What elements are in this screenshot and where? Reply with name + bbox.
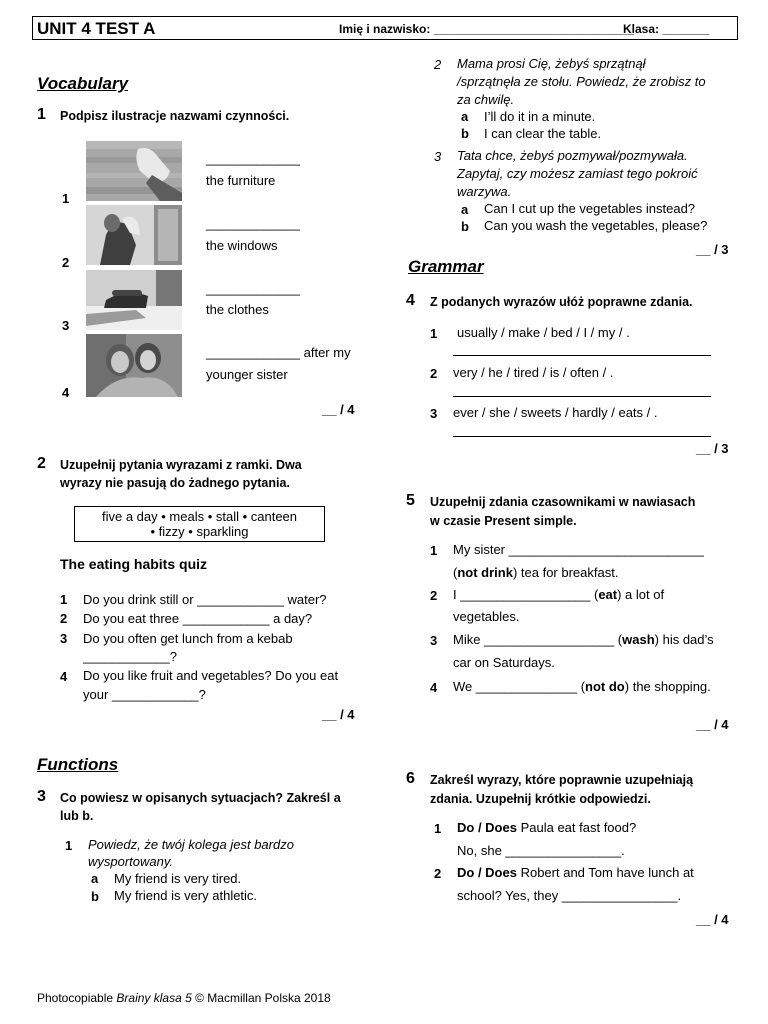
quiz-q1-number: 1 [60, 592, 68, 607]
exercise-3-number: 3 [37, 788, 46, 805]
word-box-line2: • fizzy • sparkling [150, 524, 249, 539]
ex5-item-4-line [453, 678, 711, 696]
situation-2-b-label[interactable]: b [461, 126, 469, 141]
ex6-item-2-line2[interactable]: school? Yes, they ________________. [457, 888, 682, 903]
exercise-5-number: 5 [406, 492, 415, 509]
situation-2-line2: /sprzątnęła ze stołu. Powiedz, że zrobisz to [457, 74, 706, 89]
quiz-q1[interactable]: Do you drink still or ____________ water? [83, 592, 327, 607]
ex6-item-1-line [457, 819, 636, 837]
ex5-item-3-start[interactable]: Mike __________________ ( [453, 632, 623, 647]
exercise-2-score: __ / 4 [322, 707, 355, 722]
ex6-item-1-number: 1 [434, 821, 442, 836]
ex5-item-4-start[interactable]: We ______________ ( [453, 679, 586, 694]
looking-after-sister-photo [86, 334, 182, 397]
situation-3-b-label[interactable]: b [461, 219, 469, 234]
ex6-item-1-line2[interactable]: No, she ________________. [457, 843, 625, 858]
situation-2-option-b[interactable]: I can clear the table. [484, 126, 602, 141]
exercise-3-instruction-line1: Co powiesz w opisanych sytuacjach? Zakreśl a [60, 791, 341, 805]
vocabulary-section-title: Vocabulary [37, 74, 129, 93]
exercise-1-number: 1 [37, 106, 46, 123]
ex6-item-1-rest: Paula eat fast food? [516, 820, 637, 835]
situation-3-line1: Tata chce, żebyś pozmywał/pozmywała. [457, 148, 688, 163]
ex5-item-2-rest: ) a lot of [617, 587, 665, 602]
ex4-item-3-answer-line[interactable] [453, 436, 711, 437]
quiz-q4-number: 4 [60, 669, 68, 684]
vocab-item-4-blank[interactable]: _____________ [206, 345, 300, 360]
quiz-q3-line2[interactable]: ____________? [83, 649, 177, 664]
ex4-item-1-number: 1 [430, 326, 438, 341]
exercise-6-instruction-line1: Zakreśl wyrazy, które poprawnie uzupełniają [430, 773, 694, 787]
exercise-1-instruction: Podpisz ilustracje nazwami czynności. [60, 109, 290, 123]
ex5-item-2-start[interactable]: I __________________ ( [453, 587, 599, 602]
exercise-5-score: __ / 4 [696, 717, 729, 732]
ex5-item-4-verb: not do [585, 679, 625, 694]
vocab-item-1-number: 1 [62, 191, 70, 206]
ex4-item-3-words: ever / she / sweets / hardly / eats / . [453, 405, 658, 420]
ex5-item-3-line [453, 631, 714, 649]
situation-1-option-a[interactable]: My friend is very tired. [114, 871, 242, 886]
ex5-item-4-number: 4 [430, 680, 438, 695]
quiz-q3-line1: Do you often get lunch from a kebab [83, 631, 293, 646]
ex5-item-3-line2: car on Saturdays. [453, 655, 555, 670]
ex4-item-3-number: 3 [430, 406, 438, 421]
ex5-item-2-line [453, 586, 664, 604]
exercise-6-instruction-line2: zdania. Uzupełnij krótkie odpowiedzi. [430, 792, 651, 806]
vocab-item-3-blank[interactable]: _____________ [206, 281, 300, 296]
situation-1-b-label[interactable]: b [91, 889, 99, 904]
situation-2-line3: za chwilę. [457, 92, 515, 107]
situation-1-line2: wysportowany. [88, 854, 174, 869]
footer [37, 991, 331, 1005]
situation-3-option-b[interactable]: Can you wash the vegetables, please? [484, 218, 708, 233]
ex6-item-2-line [457, 864, 694, 882]
exercise-5-instruction-line1: Uzupełnij zdania czasownikami w nawiasach [430, 495, 696, 509]
ex5-item-1-start[interactable]: My sister ___________________________ [453, 542, 704, 557]
footer-book: Brainy klasa 5 [116, 991, 192, 1005]
ex4-item-2-answer-line[interactable] [453, 396, 711, 397]
exercise-3-instruction-line2: lub b. [60, 809, 94, 823]
exercise-2-number: 2 [37, 455, 46, 472]
ex5-item-1-verb: not drink [457, 565, 513, 580]
vocab-item-3-number: 3 [62, 318, 70, 333]
situation-3-a-label[interactable]: a [461, 202, 469, 217]
ex6-item-2-choice[interactable]: Do / Does [457, 865, 517, 880]
quiz-q2-number: 2 [60, 611, 68, 626]
footer-prefix: Photocopiable [37, 991, 117, 1005]
exercise-5-instruction-line2: w czasie Present simple. [430, 514, 577, 528]
ex5-item-4-rest: ) the shopping. [624, 679, 711, 694]
ex5-item-2-number: 2 [430, 588, 438, 603]
situation-3-number: 3 [434, 149, 442, 164]
name-field-label[interactable]: Imię i nazwisko: ______________________________ [339, 22, 634, 36]
dusting-furniture-photo [86, 141, 182, 201]
ex5-item-3-rest: ) his dad’s [654, 632, 714, 647]
word-box [74, 506, 325, 542]
vocab-item-1-blank[interactable]: _____________ [206, 151, 300, 166]
exercise-4-number: 4 [406, 292, 415, 309]
exercise-4-score: __ / 3 [696, 441, 729, 456]
class-field-label[interactable]: Klasa: _______ [623, 22, 710, 36]
quiz-title: The eating habits quiz [60, 556, 208, 572]
exercise-1-score: __ / 4 [322, 402, 355, 417]
vocab-item-4-text-after: after my [303, 345, 351, 360]
ex4-item-1-answer-line[interactable] [453, 355, 711, 356]
cleaning-windows-photo [86, 205, 182, 265]
quiz-q4-line2[interactable]: your ____________? [83, 687, 206, 702]
ex5-item-3-number: 3 [430, 633, 438, 648]
exercise-3-score: __ / 3 [696, 242, 729, 257]
situation-3-option-a[interactable]: Can I cut up the vegetables instead? [484, 201, 696, 216]
exercise-2-instruction-line2: wyrazy nie pasują do żadnego pytania. [60, 476, 290, 490]
ex6-item-1-choice[interactable]: Do / Does [457, 820, 517, 835]
situation-2-number: 2 [434, 57, 442, 72]
quiz-q4-line1: Do you like fruit and vegetables? Do you eat [83, 668, 339, 683]
vocab-item-3-text: the clothes [206, 302, 269, 317]
quiz-q3-number: 3 [60, 631, 68, 646]
ex6-item-2-rest: Robert and Tom have lunch at [516, 865, 694, 880]
exercise-2-instruction-line1: Uzupełnij pytania wyrazami z ramki. Dwa [60, 458, 302, 472]
ex4-item-2-words: very / he / tired / is / often / . [453, 365, 614, 380]
functions-section-title: Functions [37, 755, 119, 774]
ex4-item-1-words: usually / make / bed / I / my / . [457, 325, 630, 340]
vocab-item-2-blank[interactable]: _____________ [206, 216, 300, 231]
vocab-item-1-text: the furniture [206, 173, 276, 188]
ex4-item-2-number: 2 [430, 366, 438, 381]
ex5-item-2-line2: vegetables. [453, 609, 520, 624]
vocab-item-4-text: younger sister [206, 367, 288, 382]
quiz-q2[interactable]: Do you eat three ____________ a day? [83, 611, 313, 626]
situation-1-line1: Powiedz, że twój kolega jest bardzo [88, 837, 294, 852]
vocab-item-4-number: 4 [62, 385, 70, 400]
ex5-item-1-rest: ) tea for breakfast. [512, 565, 619, 580]
situation-2-line1: Mama prosi Cię, żebyś sprzątnął [457, 56, 646, 71]
situation-3-line2: Zapytaj, czy możesz zamiast tego pokroić [457, 166, 698, 181]
ex5-item-1-rest-line: (not drink) tea for breakfast. [453, 565, 619, 580]
exercise-4-instruction: Z podanych wyrazów ułóż poprawne zdania. [430, 295, 693, 309]
vocab-item-2-number: 2 [62, 255, 70, 270]
footer-suffix: © Macmillan Polska 2018 [191, 991, 331, 1005]
test-header [32, 16, 738, 40]
situation-3-line3: warzywa. [457, 184, 512, 199]
exercise-6-number: 6 [406, 770, 415, 787]
ex5-item-1-number: 1 [430, 543, 438, 558]
grammar-section-title: Grammar [408, 257, 484, 276]
vocab-item-2-text: the windows [206, 238, 278, 253]
word-box-line1: five a day • meals • stall • canteen [101, 509, 298, 524]
ironing-clothes-photo [86, 270, 182, 330]
situation-2-option-a[interactable]: I’ll do it in a minute. [484, 109, 596, 124]
exercise-6-score: __ / 4 [696, 912, 729, 927]
situation-1-option-b[interactable]: My friend is very athletic. [114, 888, 258, 903]
situation-1-number: 1 [65, 838, 73, 853]
ex6-item-2-number: 2 [434, 866, 442, 881]
situation-1-a-label[interactable]: a [91, 871, 99, 886]
test-title: UNIT 4 TEST A [37, 19, 156, 38]
ex5-item-3-verb: wash [622, 632, 655, 647]
ex5-item-2-verb: eat [598, 587, 618, 602]
situation-2-a-label[interactable]: a [461, 109, 469, 124]
